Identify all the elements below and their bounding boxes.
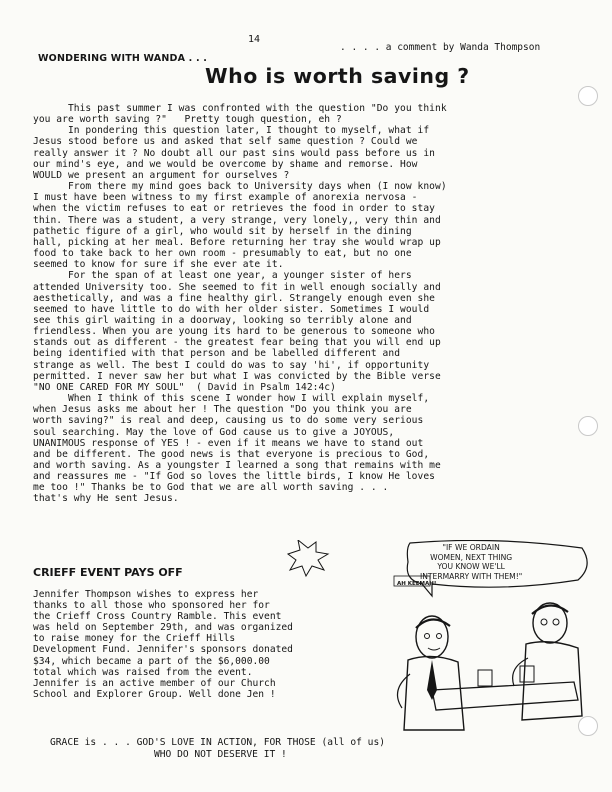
body-line: see this girl waiting in a doorway, looking so terribly alone and: [33, 314, 412, 326]
body-line: UNANIMOUS response of YES ! - even if it means we have to stand out: [33, 437, 424, 449]
body-line: pathetic figure of a girl, who would sit by herself in the dining: [33, 225, 412, 237]
body-line: seemed to have little to do with her older sister. Sometimes I would: [33, 303, 430, 315]
speech-line: YOU KNOW WE'LL: [437, 562, 505, 571]
grace-footer: [50, 737, 570, 761]
speech-line: "IF WE ORDAIN: [442, 543, 500, 552]
binder-hole: [578, 416, 598, 436]
body-line: I must have been witness to my first example of anorexia nervosa -: [33, 192, 418, 204]
body-line: being identified with that person and be labelled different and: [33, 348, 401, 360]
body-line: When I think of this scene I wonder how I will explain myself,: [33, 393, 430, 405]
body-line: me too !" Thanks be to God that we are all worth saving . . .: [33, 482, 389, 494]
crieff-line: the Crieff Cross Country Ramble. This event: [33, 611, 282, 623]
body-line: hall, picking at her meal. Before returning her tray she would wrap up: [33, 236, 441, 248]
crieff-line: was held on September 29th, and was organized: [33, 622, 293, 634]
body-line: you are worth saving ?" Pretty tough question, eh ?: [33, 114, 342, 126]
body-line: friendless. When you are young its hard to be generous to someone who: [33, 326, 435, 338]
byline: . . . . a comment by Wanda Thompson: [340, 42, 541, 53]
crieff-body: [33, 589, 293, 700]
crieff-line: $34, which became a part of the $6,000.00: [33, 655, 270, 667]
body-line: really answer it ? No doubt all our past sins would pass before us in: [33, 147, 435, 159]
article-body: [33, 103, 581, 505]
body-line: For the span of at least one year, a younger sister of hers: [33, 270, 412, 282]
body-line: when the victim refuses to eat or retrieves the food in order to stay: [33, 203, 435, 215]
binder-hole: [578, 86, 598, 106]
body-line: attended University too. She seemed to fit in well enough socially and: [33, 281, 441, 293]
body-line: aesthetically, and was a fine healthy girl. Strangely enough even she: [33, 292, 435, 304]
grace-line: WHO DO NOT DESERVE IT !: [50, 749, 287, 760]
article-title: Who is worth saving ?: [205, 64, 470, 88]
crieff-line: total which was raised from the event.: [33, 666, 253, 678]
body-line: and worth saving. As a youngster I learned a song that remains with me: [33, 460, 441, 471]
body-line: "NO ONE CARED FOR MY SOUL" ( David in Psalm 142:4c): [33, 381, 336, 393]
crieff-line: Jennifer Thompson wishes to express her: [33, 589, 259, 600]
grace-line: GRACE is . . . GOD'S LOVE IN ACTION, FOR THOSE (all of us): [50, 737, 386, 748]
body-line: From there my mind goes back to University days when (I now know): [33, 181, 447, 193]
body-line: strange as well. The best I could do was to say 'hi', if opportunity: [33, 359, 430, 371]
body-line: This past summer I was confronted with the question "Do you think: [33, 103, 447, 114]
body-line: food to take back to her own room - presumably to eat, but no one: [33, 248, 412, 260]
speech-line: INTERMARRY WITH THEM!": [420, 571, 523, 581]
body-line: Jesus stood before us and asked that self same question ? Could we: [33, 136, 418, 148]
crieff-line: School and Explorer Group. Well done Jen !: [33, 688, 276, 700]
body-line: In pondering this question later, I thought to myself, what if: [33, 125, 430, 137]
body-line: stands out as different - the greatest fear being that you will end up: [33, 337, 441, 349]
crieff-line: thanks to all those who sponsored her for: [33, 600, 270, 612]
body-line: our mind's eye, and we would be overcome by shame and remorse. How: [33, 158, 418, 170]
starburst-decoration: [288, 540, 328, 576]
body-line: thin. There was a student, a very strange, very lonely,, very thin and: [33, 214, 441, 226]
body-line: seemed to know for sure if she ever ate it.: [33, 259, 284, 271]
speech-line: WOMEN, NEXT THING: [430, 552, 513, 562]
body-line: and reassures me - "If God so loves the little birds, I know He loves: [33, 471, 435, 483]
body-line: that's why He sent Jesus.: [33, 493, 179, 505]
crieff-line: Jennifer is an active member of our Church: [33, 677, 276, 689]
crieff-headline: CRIEFF EVENT PAYS OFF: [33, 566, 183, 579]
body-line: soul searching. May the love of God cause us to give a JOYOUS,: [33, 426, 395, 438]
body-line: permitted. I never saw her but what I was convicted by the Bible verse: [33, 370, 441, 382]
body-line: WOULD we present an argument for ourselves ?: [33, 169, 290, 181]
body-line: when Jesus asks me about her ! The question "Do you think you are: [33, 404, 412, 416]
cartoon-speech-text: [420, 543, 522, 581]
crieff-line: Development Fund. Jennifer's sponsors donated: [33, 644, 293, 656]
body-line: worth saving?" is real and deep, causing us to do some very serious: [33, 415, 424, 427]
cartoon-man-left: [398, 616, 465, 730]
body-line: and be different. The good news is that everyone is precious to God,: [33, 448, 430, 460]
binder-hole: [578, 716, 598, 736]
cartoon-punch-label: AH KEEMAH!: [397, 581, 437, 587]
cartoon-table: [432, 682, 578, 710]
column-head: WONDERING WITH WANDA . . .: [38, 53, 208, 64]
page-number: 14: [248, 34, 261, 45]
crieff-line: to raise money for the Crieff Hills: [33, 633, 236, 645]
